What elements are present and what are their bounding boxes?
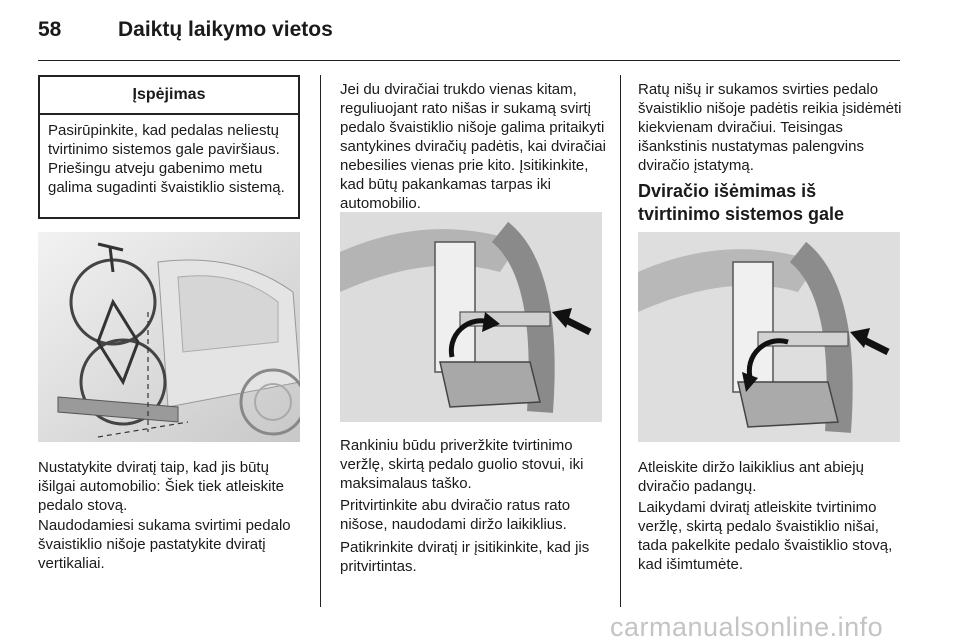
header-rule bbox=[38, 60, 900, 61]
bike-on-rack-drawing bbox=[38, 232, 300, 442]
warning-box bbox=[38, 75, 300, 219]
col1-paragraph-1: Nustatykite dviratį taip, kad jis būtų išilgai automobilio: Šiek tiek atleiskite pedalo stovą. bbox=[38, 459, 284, 514]
pedal-clamp-drawing-tighten bbox=[340, 212, 602, 422]
col1-paragraph-2: Naudodamiesi sukama svirtimi pedalo švaistiklio nišoje pastatykite dviratį vertikaliai. bbox=[38, 517, 291, 572]
col2-paragraph-3: Pritvirtinkite abu dviračio ratus rato nišose, naudodami diržo laikiklius. bbox=[340, 497, 571, 533]
pedal-clamp-drawing-release bbox=[638, 232, 900, 442]
section-heading: Dviračio išėmimas iš tvirtinimo sistemos gale bbox=[638, 181, 845, 224]
warning-text: Pasirūpinkite, kad pedalas neliestų tvirtinimo sistemos gale paviršiaus. Priešingu atveju gabenimo metu galima sugadinti švaistiklio sistemą. bbox=[48, 122, 285, 196]
warning-title: Įspėjimas bbox=[40, 77, 298, 115]
col2-paragraph-1: Jei du dviračiai trukdo vienas kitam, reguliuojant rato nišas ir sukamą svirtį pedalo švaistiklio nišoje galima pritaikyti santykines dviračių padėtis, kai dviračiai nebesilies vienas prie kito. Įsitikinkite, kad būtų pakankamas tarpas iki automobilio. bbox=[340, 81, 606, 212]
col3-paragraph-1: Ratų nišų ir sukamos svirties pedalo švaistiklio nišoje padėtis reikia įsidėmėti kiekvienam dviračiui. Teisingas išankstinis nustatymas palengvins dviračio įstatymą. bbox=[638, 81, 902, 174]
watermark: carmanualsonline.info bbox=[610, 612, 884, 642]
col2-paragraph-2: Rankiniu būdu priveržkite tvirtinimo veržlę, skirtą pedalo guolio stovui, iki maksimalaus taško. bbox=[340, 437, 584, 492]
col3-paragraph-2: Atleiskite diržo laikiklius ant abiejų dviračio padangų. bbox=[638, 459, 864, 495]
pedal-clamp-illustration-tighten bbox=[340, 212, 602, 422]
page-number: 58 bbox=[38, 18, 62, 41]
column-divider-2 bbox=[620, 75, 621, 607]
column-divider-1 bbox=[320, 75, 321, 607]
page-title: Daiktų laikymo vietos bbox=[118, 18, 333, 41]
bike-on-rack-illustration bbox=[38, 232, 300, 442]
col2-paragraph-4: Patikrinkite dviratį ir įsitikinkite, kad jis pritvirtintas. bbox=[340, 539, 590, 575]
col3-paragraph-3: Laikydami dviratį atleiskite tvirtinimo veržlę, skirtą pedalo švaistiklio nišai, tada pakelkite pedalo švaistiklio stovą, kad išimtumėte. bbox=[638, 499, 893, 573]
pedal-clamp-illustration-release bbox=[638, 232, 900, 442]
